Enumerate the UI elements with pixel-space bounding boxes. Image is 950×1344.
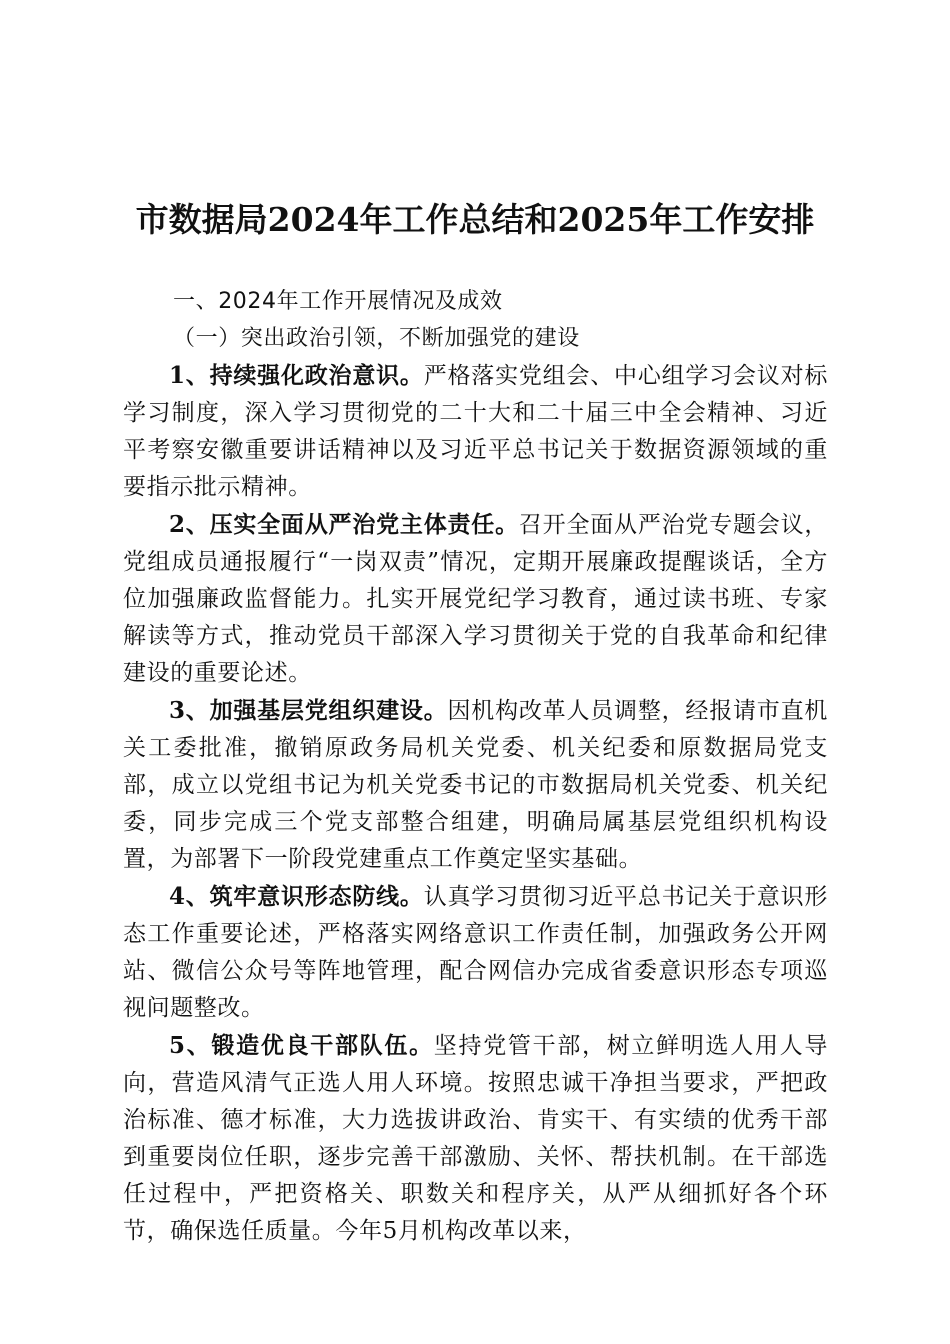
- paragraph-3: [123, 692, 828, 878]
- paragraph-1: [123, 357, 828, 506]
- paragraph-2-lead: 2、压实全面从严治党主体责任。: [169, 511, 519, 538]
- document-body: [123, 284, 828, 1250]
- paragraph-3-text: 因机构改革人员调整，经报请市直机关工委批准，撤销原政务局机关党委、机关纪委和原数据局党支部，成立以党组书记为机关党委书记的市数据局机关党委、机关纪委，同步完成三个党支部整合组建，明确局属基层党组织机构设置，为部署下一阶段党建重点工作奠定坚实基础。: [123, 698, 828, 872]
- paragraph-3-lead: 3、加强基层党组织建设。: [169, 697, 448, 724]
- paragraph-5-text: 坚持党管干部，树立鲜明选人用人导向，营造风清气正选人用人环境。按照忠诚干净担当要求，严把政治标准、德才标准，大力选拔讲政治、肯实干、有实绩的优秀干部到重要岗位任职，逐步完善干部激励、关怀、帮扶机制。在干部选任过程中，严把资格关、职数关和程序关，从严从细抓好各个环节，确保选任质量。今年5月机构改革以来，: [123, 1033, 828, 1244]
- paragraph-1-lead: 1、持续强化政治意识。: [169, 362, 424, 389]
- paragraph-4-text: 认真学习贯彻习近平总书记关于意识形态工作重要论述，严格落实网络意识工作责任制，加强政务公开网站、微信公众号等阵地管理，配合网信办完成省委意识形态专项巡视问题整改。: [123, 884, 828, 1021]
- paragraph-2-text: 召开全面从严治党专题会议，党组成员通报履行“一岗双责”情况，定期开展廉政提醒谈话，全方位加强廉政监督能力。扎实开展党纪学习教育，通过读书班、专家解读等方式，推动党员干部深入学习贯彻关于党的自我革命和纪律建设的重要论述。: [123, 512, 828, 686]
- paragraph-1-text: 严格落实党组会、中心组学习会议对标学习制度，深入学习贯彻党的二十大和二十届三中全会精神、习近平考察安徽重要讲话精神以及习近平总书记关于数据资源领域的重要指示批示精神。: [123, 363, 828, 500]
- paragraph-5: [123, 1027, 828, 1250]
- paragraph-4-lead: 4、筑牢意识形态防线。: [169, 883, 424, 910]
- paragraph-2: [123, 506, 828, 692]
- subsection-heading: （一）突出政治引领，不断加强党的建设: [173, 326, 580, 351]
- paragraph-5-lead: 5、锻造优良干部队伍。: [169, 1032, 434, 1059]
- section-heading: 一、2024年工作开展情况及成效: [173, 289, 503, 314]
- document-title: 市数据局2024年工作总结和2025年工作安排: [135, 200, 815, 239]
- paragraph-4: [123, 878, 828, 1027]
